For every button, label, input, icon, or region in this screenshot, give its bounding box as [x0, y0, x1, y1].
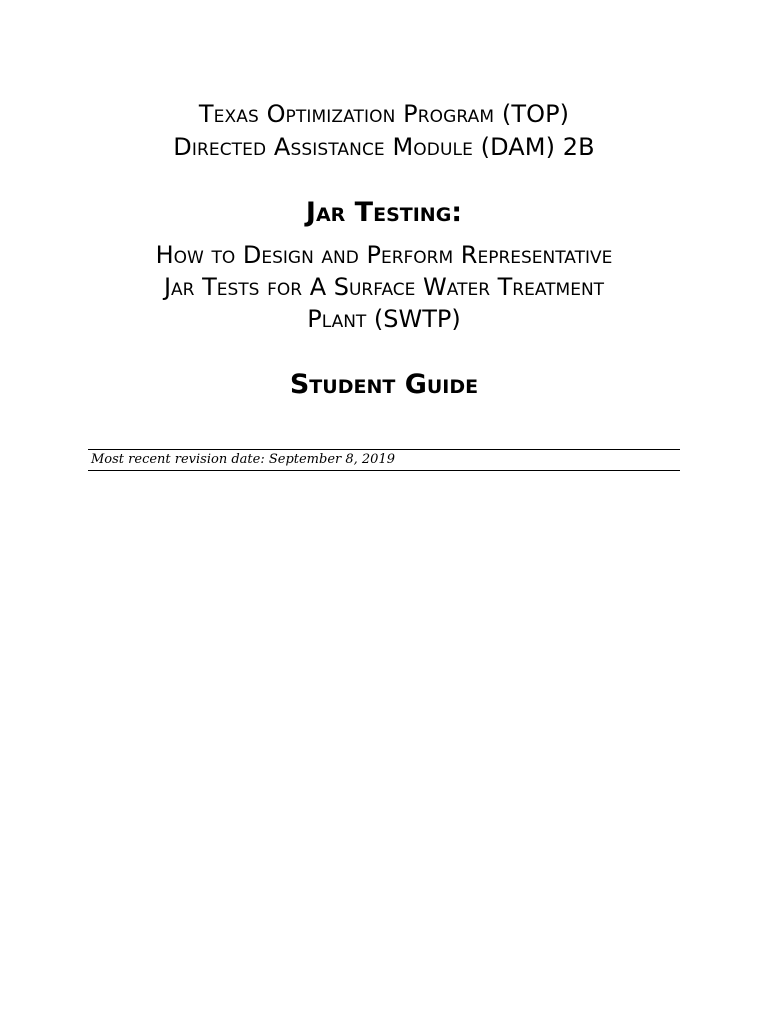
- document-subtitle: [88, 239, 680, 335]
- document-title: Jar Testing:: [305, 197, 463, 228]
- program-heading: [88, 98, 680, 164]
- revision-date: Most recent revision date: September 8, 2019: [91, 452, 395, 467]
- subtitle-line-2: Jar Tests for A Surface Water Treatment: [163, 273, 605, 301]
- revision-box: [88, 449, 680, 471]
- guide-label: Student Guide: [289, 369, 479, 400]
- subtitle-line-3: Plant (SWTP): [307, 305, 461, 333]
- module-name: Directed Assistance Module (DAM) 2B: [173, 133, 595, 161]
- subtitle-line-1: How to Design and Perform Representative: [155, 241, 613, 269]
- program-name: Texas Optimization Program (TOP): [198, 100, 570, 128]
